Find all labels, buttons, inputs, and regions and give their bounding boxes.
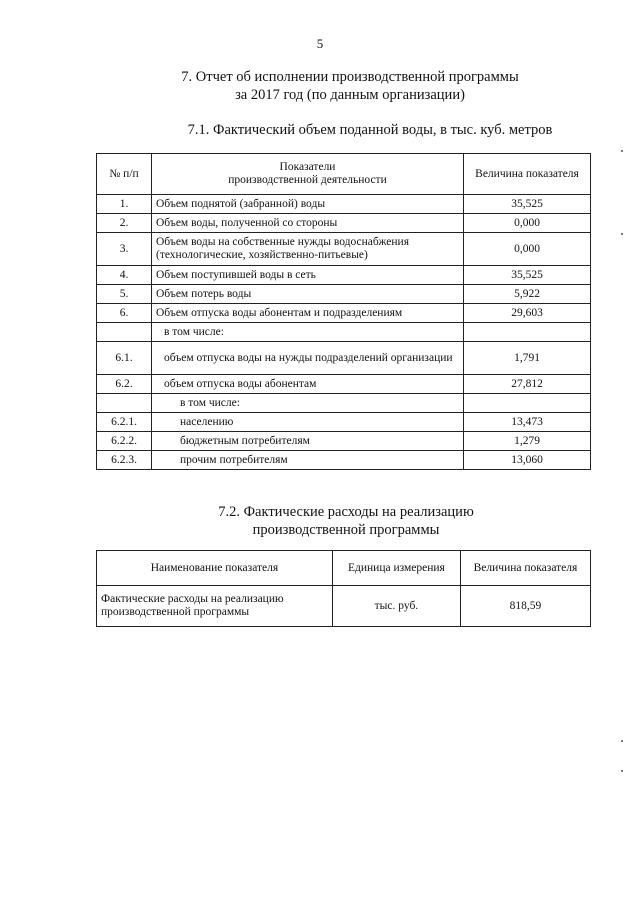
row-value — [464, 394, 591, 413]
row-name: бюджетным потребителям — [152, 432, 464, 451]
header-num: № п/п — [97, 154, 152, 195]
row-value: 1,279 — [464, 432, 591, 451]
row-name: Объем поднятой (забранной) воды — [152, 195, 464, 214]
row-value: 35,525 — [464, 266, 591, 285]
table-row — [97, 375, 591, 394]
expenses-table — [96, 550, 591, 627]
row-unit: тыс. руб. — [332, 586, 460, 627]
section-7-2-title — [26, 503, 640, 539]
margin-mark — [621, 150, 623, 152]
row-value — [464, 323, 591, 342]
row-value: 0,000 — [464, 214, 591, 233]
water-volume-table — [96, 153, 591, 470]
table-row — [97, 432, 591, 451]
table-header-row — [97, 154, 591, 195]
section-7-2-title-line1: 7.2. Фактические расходы на реализацию — [218, 504, 474, 520]
margin-mark — [621, 233, 623, 235]
report-heading-line1: 7. Отчет об исполнении производственной программы — [181, 69, 519, 85]
row-num: 6.2. — [97, 375, 152, 394]
row-name: объем отпуска воды на нужды подразделений организации — [152, 342, 464, 375]
table-row — [97, 214, 591, 233]
row-name: объем отпуска воды абонентам — [152, 375, 464, 394]
row-num: 2. — [97, 214, 152, 233]
header-indicator-name: Наименование показателя — [97, 551, 333, 586]
table-row — [97, 233, 591, 266]
row-name: Объем поступившей воды в сеть — [152, 266, 464, 285]
row-num: 3. — [97, 233, 152, 266]
margin-mark — [621, 740, 623, 742]
report-heading — [30, 68, 640, 104]
table-row — [97, 413, 591, 432]
row-name: Объем отпуска воды абонентам и подразделениям — [152, 304, 464, 323]
row-name: Объем воды на собственные нужды водоснабжения (технологические, хозяйственно-питьевые) — [152, 233, 464, 266]
table-row — [97, 266, 591, 285]
row-num: 6.2.3. — [97, 451, 152, 470]
header-unit: Единица измерения — [332, 551, 460, 586]
row-num — [97, 323, 152, 342]
row-name: Объем потерь воды — [152, 285, 464, 304]
row-value: 13,060 — [464, 451, 591, 470]
row-value: 818,59 — [460, 586, 590, 627]
header-indicators — [152, 154, 464, 195]
row-name: населению — [152, 413, 464, 432]
table-row — [97, 195, 591, 214]
section-7-2-title-line2: производственной программы — [252, 522, 440, 538]
header-indicators-line2: производственной деятельности — [228, 174, 387, 186]
header-value: Величина показателя — [460, 551, 590, 586]
row-num: 6. — [97, 304, 152, 323]
table-row — [97, 451, 591, 470]
row-num: 5. — [97, 285, 152, 304]
row-name: прочим потребителям — [152, 451, 464, 470]
table-row — [97, 394, 591, 413]
row-num — [97, 394, 152, 413]
row-value: 0,000 — [464, 233, 591, 266]
header-value: Величина показателя — [464, 154, 591, 195]
row-name: в том числе: — [152, 323, 464, 342]
row-value: 13,473 — [464, 413, 591, 432]
row-value: 29,603 — [464, 304, 591, 323]
header-indicators-line1: Показатели — [279, 161, 336, 173]
table-row — [97, 586, 591, 627]
row-num: 6.1. — [97, 342, 152, 375]
row-num: 6.2.1. — [97, 413, 152, 432]
row-value: 5,922 — [464, 285, 591, 304]
table-row — [97, 285, 591, 304]
row-name: в том числе: — [152, 394, 464, 413]
row-value: 27,812 — [464, 375, 591, 394]
row-num: 1. — [97, 195, 152, 214]
table-header-row — [97, 551, 591, 586]
section-7-1-title: 7.1. Фактический объем поданной воды, в тыс. куб. метров — [187, 122, 553, 138]
row-name: Объем воды, полученной со стороны — [152, 214, 464, 233]
table-row — [97, 342, 591, 375]
table-row — [97, 323, 591, 342]
table-row — [97, 304, 591, 323]
row-name: Фактические расходы на реализацию производственной программы — [97, 586, 333, 627]
report-heading-line2: за 2017 год (по данным организации) — [235, 87, 465, 103]
row-num: 4. — [97, 266, 152, 285]
row-value: 1,791 — [464, 342, 591, 375]
page-number: 5 — [316, 36, 324, 51]
margin-mark — [621, 770, 623, 772]
row-value: 35,525 — [464, 195, 591, 214]
row-num: 6.2.2. — [97, 432, 152, 451]
